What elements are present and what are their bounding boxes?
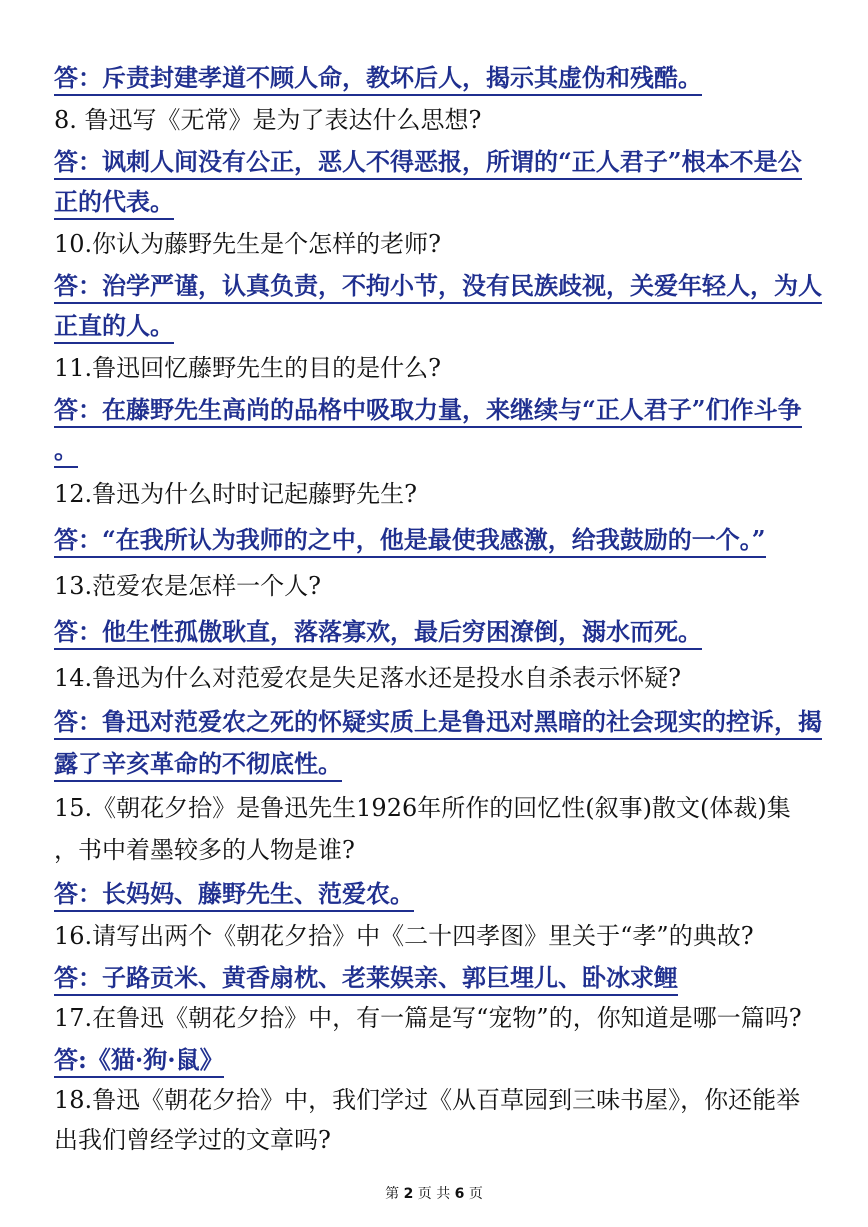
question-line: 8. 鲁迅写《无常》是为了表达什么思想? xyxy=(54,106,482,134)
answer-line: 正的代表。 xyxy=(54,186,174,220)
answer-line: 答：他生性孤傲耿直，落落寡欢，最后穷困潦倒，溺水而死。 xyxy=(54,616,702,650)
question-line: 18.鲁迅《朝花夕拾》中，我们学过《从百草园到三味书屋》，你还能举 xyxy=(54,1086,801,1114)
answer-line: 答：讽刺人间没有公正，恶人不得恶报，所谓的“正人君子”根本不是公 xyxy=(54,146,802,180)
footer-suffix: 页 xyxy=(468,1186,483,1202)
footer-middle: 页 共 xyxy=(417,1186,451,1202)
question-line: 14.鲁迅为什么对范爱农是失足落水还是投水自杀表示怀疑? xyxy=(54,664,682,692)
answer-line: 答：子路贡米、黄香扇枕、老莱娱亲、郭巨埋儿、卧冰求鲤 xyxy=(54,962,678,996)
footer-page-number: 2 xyxy=(403,1186,414,1202)
answer-line: 露了辛亥革命的不彻底性。 xyxy=(54,748,342,782)
question-line: 出我们曾经学过的文章吗? xyxy=(54,1126,331,1154)
answer-line: 答：长妈妈、藤野先生、范爱农。 xyxy=(54,878,414,912)
question-line: 13.范爱农是怎样一个人? xyxy=(54,572,322,600)
question-line: 17.在鲁迅《朝花夕拾》中，有一篇是写“宠物”的，你知道是哪一篇吗? xyxy=(54,1004,802,1032)
answer-line: 答:《猫·狗·鼠》 xyxy=(54,1044,224,1078)
page-footer xyxy=(0,1183,868,1203)
answer-line: 。 xyxy=(54,434,78,468)
answer-line: 答：在藤野先生高尚的品格中吸取力量，来继续与“正人君子”们作斗争 xyxy=(54,394,802,428)
answer-line: 答：鲁迅对范爱农之死的怀疑实质上是鲁迅对黑暗的社会现实的控诉，揭 xyxy=(54,706,822,740)
answer-line: 答：治学严谨，认真负责，不拘小节，没有民族歧视，关爱年轻人，为人 xyxy=(54,270,822,304)
answer-line: 答：“在我所认为我师的之中，他是最使我感激，给我鼓励的一个。” xyxy=(54,524,766,558)
footer-total-pages: 6 xyxy=(454,1186,465,1202)
answer-line: 答：斥责封建孝道不顾人命，教坏后人，揭示其虚伪和残酷。 xyxy=(54,62,702,96)
question-line: 12.鲁迅为什么时时记起藤野先生? xyxy=(54,480,418,508)
answer-line: 正直的人。 xyxy=(54,310,174,344)
footer-prefix: 第 xyxy=(385,1186,400,1202)
question-line: 16.请写出两个《朝花夕拾》中《二十四孝图》里关于“孝”的典故? xyxy=(54,922,754,950)
question-line: 11.鲁迅回忆藤野先生的目的是什么? xyxy=(54,354,442,382)
question-line: 10.你认为藤野先生是个怎样的老师? xyxy=(54,230,442,258)
question-line: ，书中着墨较多的人物是谁? xyxy=(54,836,355,864)
question-line: 15.《朝花夕拾》是鲁迅先生1926年所作的回忆性(叙事)散文(体裁)集 xyxy=(54,794,791,822)
